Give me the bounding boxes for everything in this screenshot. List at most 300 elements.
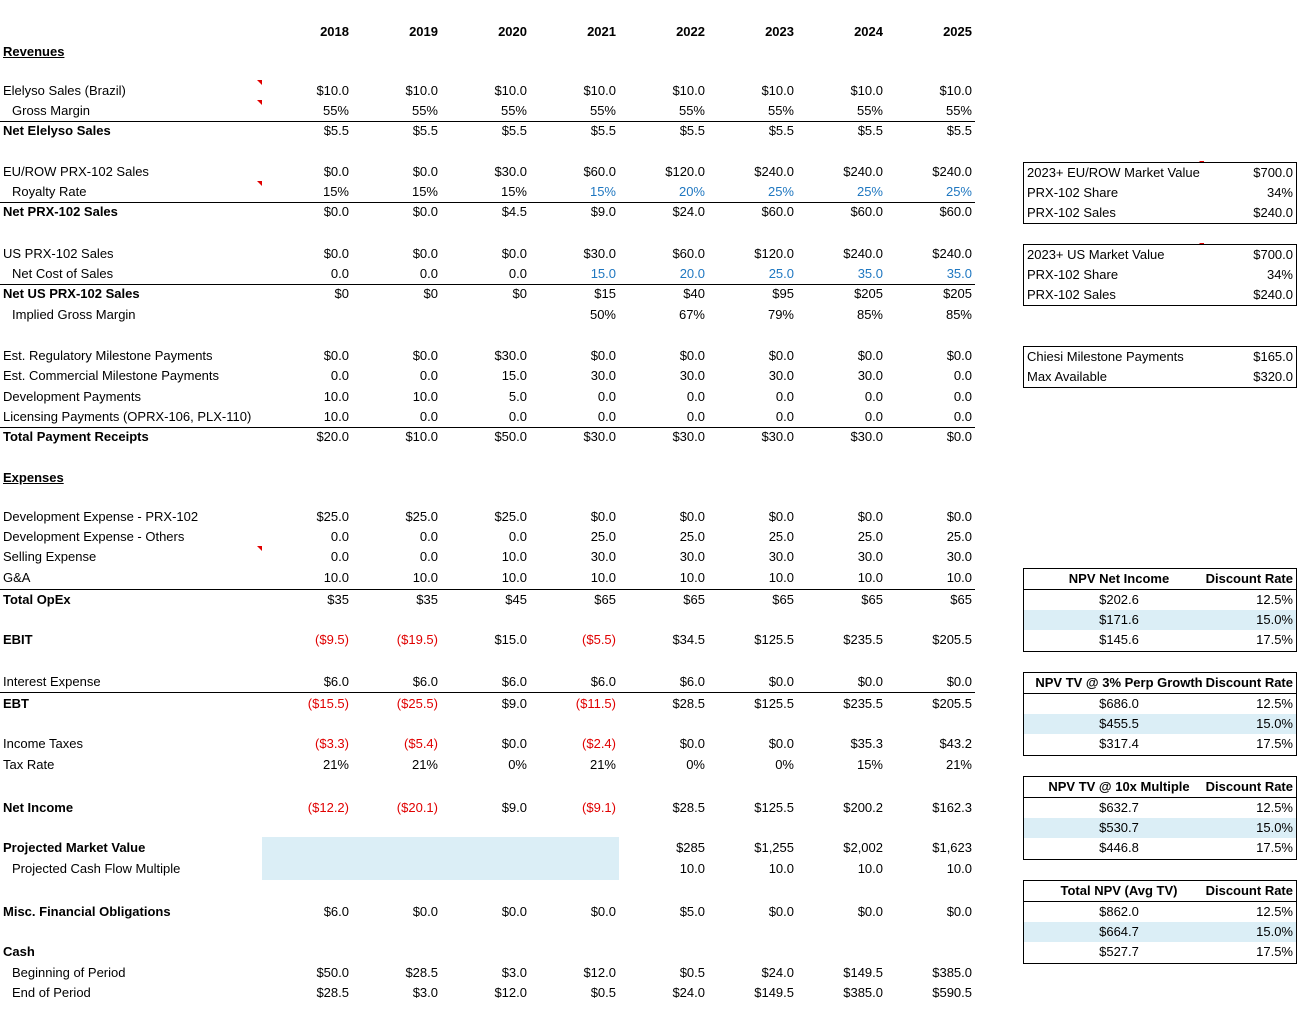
cell[interactable]: $5.5 — [501, 123, 527, 138]
discount-rate-header[interactable]: Discount Rate — [1205, 571, 1293, 586]
cell[interactable]: $60.0 — [761, 204, 794, 219]
cell[interactable]: $9.0 — [501, 800, 527, 815]
cell[interactable]: $10.0 — [761, 83, 794, 98]
discount-rate[interactable]: 15.0% — [1256, 716, 1293, 731]
cell[interactable]: $30.0 — [672, 429, 705, 444]
row-label[interactable]: Total OpEx — [3, 592, 71, 607]
box-label[interactable]: PRX-102 Sales — [1027, 287, 1116, 302]
cell[interactable]: $0.0 — [412, 204, 438, 219]
row-label[interactable]: Income Taxes — [3, 736, 83, 751]
row-label[interactable]: Est. Commercial Milestone Payments — [3, 368, 220, 383]
cell[interactable]: 10.0 — [412, 389, 438, 404]
cell[interactable]: 15% — [589, 184, 616, 199]
box-value[interactable]: 34% — [1266, 267, 1293, 282]
discount-rate-header[interactable]: Discount Rate — [1205, 675, 1293, 690]
cell[interactable]: $0.0 — [857, 509, 883, 524]
cell[interactable]: $200.2 — [843, 800, 883, 815]
comment-marker-icon[interactable] — [257, 100, 262, 105]
year-header[interactable]: 2020 — [498, 24, 527, 39]
section-expenses[interactable]: Expenses — [3, 470, 64, 485]
cell[interactable]: 30.0 — [590, 549, 616, 564]
cell[interactable]: $45 — [505, 592, 527, 607]
cell[interactable]: 10.0 — [679, 861, 705, 876]
discount-rate-header[interactable]: Discount Rate — [1205, 883, 1293, 898]
cell[interactable]: $0 — [423, 286, 438, 301]
cell[interactable]: ($12.2) — [307, 800, 349, 815]
cell[interactable]: $24.0 — [672, 985, 705, 1000]
box-value[interactable]: $240.0 — [1253, 205, 1293, 220]
npv-value[interactable]: $145.6 — [1099, 632, 1139, 647]
cell[interactable]: $5.5 — [946, 123, 972, 138]
cell[interactable]: $0 — [512, 286, 527, 301]
row-label[interactable]: Misc. Financial Obligations — [3, 904, 171, 919]
cell[interactable]: 0.0 — [864, 389, 883, 404]
npv-value[interactable]: $446.8 — [1099, 840, 1139, 855]
cell[interactable]: ($15.5) — [307, 696, 349, 711]
cell[interactable]: $35 — [416, 592, 438, 607]
cell[interactable]: 30.0 — [857, 368, 883, 383]
cell[interactable]: 30.0 — [857, 549, 883, 564]
cell[interactable]: $1,255 — [754, 840, 794, 855]
cell[interactable]: 15.0 — [590, 266, 616, 281]
cell[interactable]: $30.0 — [583, 429, 616, 444]
discount-rate[interactable]: 12.5% — [1256, 592, 1293, 607]
cell[interactable]: 25% — [856, 184, 883, 199]
year-header[interactable]: 2018 — [320, 24, 349, 39]
discount-rate[interactable]: 17.5% — [1256, 736, 1293, 751]
cell[interactable]: 0% — [775, 757, 794, 772]
cell[interactable]: $6.0 — [323, 904, 349, 919]
cell[interactable]: $0.0 — [679, 509, 705, 524]
cell[interactable]: 0.0 — [686, 409, 705, 424]
cell[interactable]: $95 — [772, 286, 794, 301]
npv-title[interactable]: Total NPV (Avg TV) — [1060, 883, 1178, 898]
cell[interactable]: 0.0 — [864, 409, 883, 424]
cell[interactable]: 0.0 — [953, 409, 972, 424]
cell[interactable]: $0.0 — [946, 674, 972, 689]
cell[interactable]: 0.0 — [508, 266, 527, 281]
cell[interactable]: $0.0 — [768, 904, 794, 919]
cell[interactable]: 25.0 — [946, 529, 972, 544]
cell[interactable]: $10.0 — [672, 83, 705, 98]
row-label[interactable]: Development Payments — [3, 389, 142, 404]
cell[interactable]: 25.0 — [768, 529, 794, 544]
row-label[interactable]: Selling Expense — [3, 549, 97, 564]
box-label[interactable]: PRX-102 Sales — [1027, 205, 1116, 220]
cell[interactable]: $125.5 — [754, 800, 794, 815]
cell[interactable]: $285 — [676, 840, 705, 855]
cell[interactable]: 85% — [856, 307, 883, 322]
cell[interactable]: $240.0 — [843, 246, 883, 261]
cell[interactable]: 20% — [678, 184, 705, 199]
cell[interactable]: 0.0 — [419, 549, 438, 564]
cell[interactable]: 30.0 — [590, 368, 616, 383]
cell[interactable]: 15.0 — [501, 368, 527, 383]
cell[interactable]: 30.0 — [679, 368, 705, 383]
npv-value[interactable]: $455.5 — [1099, 716, 1139, 731]
box-value[interactable]: $700.0 — [1253, 247, 1293, 262]
row-label[interactable]: US PRX-102 Sales — [3, 246, 114, 261]
cell[interactable]: 25.0 — [590, 529, 616, 544]
cell[interactable]: 55% — [589, 103, 616, 118]
cell[interactable]: 0.0 — [597, 389, 616, 404]
cell[interactable]: $60.0 — [583, 164, 616, 179]
cell[interactable]: $5.5 — [679, 123, 705, 138]
cell[interactable]: $28.5 — [316, 985, 349, 1000]
row-label[interactable]: EBT — [3, 696, 29, 711]
cell[interactable]: 15% — [411, 184, 438, 199]
cell[interactable]: 0% — [508, 757, 527, 772]
box-value[interactable]: 34% — [1266, 185, 1293, 200]
cell[interactable]: $0.0 — [501, 736, 527, 751]
cell[interactable]: $65 — [950, 592, 972, 607]
cell[interactable]: $25.0 — [316, 509, 349, 524]
comment-marker-icon[interactable] — [257, 80, 262, 85]
cell[interactable]: $0.0 — [323, 164, 349, 179]
cell[interactable]: 35.0 — [946, 266, 972, 281]
row-label[interactable]: Development Expense - Others — [3, 529, 185, 544]
comment-marker-icon[interactable] — [257, 181, 262, 186]
row-label[interactable]: Projected Market Value — [3, 840, 146, 855]
cell[interactable]: 0.0 — [508, 529, 527, 544]
cell[interactable]: 10.0 — [679, 570, 705, 585]
cell[interactable]: $5.5 — [590, 123, 616, 138]
discount-rate[interactable]: 17.5% — [1256, 944, 1293, 959]
cell[interactable]: 85% — [945, 307, 972, 322]
cell[interactable]: $0.0 — [323, 204, 349, 219]
cell[interactable]: $0.0 — [857, 348, 883, 363]
cell[interactable]: $240.0 — [932, 246, 972, 261]
npv-value[interactable]: $632.7 — [1099, 800, 1139, 815]
cell[interactable]: ($5.4) — [404, 736, 438, 751]
cell[interactable]: $0.0 — [323, 348, 349, 363]
cell[interactable]: $10.0 — [316, 83, 349, 98]
cell[interactable]: 35.0 — [857, 266, 883, 281]
cell[interactable]: $1,623 — [932, 840, 972, 855]
cell[interactable]: 10.0 — [501, 570, 527, 585]
cell[interactable]: 10.0 — [412, 570, 438, 585]
cell[interactable]: 21% — [411, 757, 438, 772]
cell[interactable]: $3.0 — [501, 965, 527, 980]
cell[interactable]: 10.0 — [857, 570, 883, 585]
cell[interactable]: $120.0 — [754, 246, 794, 261]
cell[interactable]: 0.0 — [686, 389, 705, 404]
cell[interactable]: ($5.5) — [582, 632, 616, 647]
row-label[interactable]: Gross Margin — [12, 103, 91, 118]
cell[interactable]: 0.0 — [953, 389, 972, 404]
row-label[interactable]: Cash — [3, 944, 35, 959]
year-header[interactable]: 2019 — [409, 24, 438, 39]
cell[interactable]: $0.0 — [679, 736, 705, 751]
cell[interactable]: $30.0 — [494, 164, 527, 179]
row-label[interactable]: Projected Cash Flow Multiple — [12, 861, 181, 876]
cell[interactable]: $15.0 — [494, 632, 527, 647]
cell[interactable]: 0.0 — [330, 266, 349, 281]
cell[interactable]: $0.0 — [857, 904, 883, 919]
cell[interactable]: $3.0 — [412, 985, 438, 1000]
cell[interactable]: 25.0 — [857, 529, 883, 544]
box-label[interactable]: 2023+ EU/ROW Market Value — [1027, 165, 1200, 180]
cell[interactable]: $43.2 — [939, 736, 972, 751]
cell[interactable]: $125.5 — [754, 632, 794, 647]
row-label[interactable]: Net Income — [3, 800, 74, 815]
npv-value[interactable]: $530.7 — [1099, 820, 1139, 835]
cell[interactable]: 0.0 — [330, 549, 349, 564]
cell[interactable]: $10.0 — [405, 83, 438, 98]
cell[interactable]: 55% — [767, 103, 794, 118]
cell[interactable]: $162.3 — [932, 800, 972, 815]
cell[interactable]: $10.0 — [939, 83, 972, 98]
cell[interactable]: 25% — [767, 184, 794, 199]
cell[interactable]: $12.0 — [583, 965, 616, 980]
cell[interactable]: $0.5 — [679, 965, 705, 980]
cell[interactable]: $6.0 — [323, 674, 349, 689]
cell[interactable]: $205.5 — [932, 696, 972, 711]
cell[interactable]: $4.5 — [501, 204, 527, 219]
cell[interactable]: $205 — [943, 286, 972, 301]
cell[interactable]: $6.0 — [501, 674, 527, 689]
discount-rate[interactable]: 17.5% — [1256, 840, 1293, 855]
row-label[interactable]: Interest Expense — [3, 674, 101, 689]
cell[interactable]: 10.0 — [323, 570, 349, 585]
cell[interactable]: $5.5 — [857, 123, 883, 138]
cell[interactable]: 55% — [678, 103, 705, 118]
cell[interactable]: $385.0 — [932, 965, 972, 980]
cell[interactable]: $65 — [594, 592, 616, 607]
cell[interactable]: $60.0 — [850, 204, 883, 219]
cell[interactable]: $0.0 — [768, 674, 794, 689]
year-header[interactable]: 2021 — [587, 24, 616, 39]
cell[interactable]: $149.5 — [843, 965, 883, 980]
cell[interactable]: 21% — [945, 757, 972, 772]
cell[interactable]: ($9.1) — [582, 800, 616, 815]
cell[interactable]: 0.0 — [953, 368, 972, 383]
cell[interactable]: 10.0 — [323, 389, 349, 404]
cell[interactable]: $0.0 — [412, 246, 438, 261]
discount-rate-header[interactable]: Discount Rate — [1205, 779, 1293, 794]
row-label[interactable]: EBIT — [3, 632, 33, 647]
cell[interactable]: $30.0 — [494, 348, 527, 363]
cell[interactable]: $9.0 — [501, 696, 527, 711]
cell[interactable]: 25.0 — [679, 529, 705, 544]
cell[interactable]: $0.0 — [768, 348, 794, 363]
cell[interactable]: $0.0 — [768, 509, 794, 524]
cell[interactable]: $0.5 — [590, 985, 616, 1000]
cell[interactable]: $5.5 — [768, 123, 794, 138]
cell[interactable]: $0.0 — [590, 348, 616, 363]
cell[interactable]: $0.0 — [857, 674, 883, 689]
cell[interactable]: $35 — [327, 592, 349, 607]
cell[interactable]: 10.0 — [857, 861, 883, 876]
npv-title[interactable]: NPV Net Income — [1068, 571, 1170, 586]
cell[interactable]: 50% — [589, 307, 616, 322]
year-header[interactable]: 2022 — [676, 24, 705, 39]
discount-rate[interactable]: 12.5% — [1256, 696, 1293, 711]
cell[interactable]: $30.0 — [583, 246, 616, 261]
cell[interactable]: 15% — [856, 757, 883, 772]
cell[interactable]: $65 — [772, 592, 794, 607]
cell[interactable]: 55% — [322, 103, 349, 118]
cell[interactable]: 55% — [500, 103, 527, 118]
cell[interactable]: $34.5 — [672, 632, 705, 647]
cell[interactable]: $30.0 — [850, 429, 883, 444]
cell[interactable]: 0.0 — [419, 266, 438, 281]
cell[interactable]: 0.0 — [419, 409, 438, 424]
cell[interactable]: 10.0 — [946, 861, 972, 876]
cell[interactable]: $0.0 — [323, 246, 349, 261]
cell[interactable]: $205.5 — [932, 632, 972, 647]
cell[interactable]: ($2.4) — [582, 736, 616, 751]
npv-value[interactable]: $171.6 — [1099, 612, 1139, 627]
cell[interactable]: 30.0 — [768, 549, 794, 564]
row-label[interactable]: G&A — [3, 570, 31, 585]
cell[interactable]: $0.0 — [946, 509, 972, 524]
discount-rate[interactable]: 15.0% — [1256, 924, 1293, 939]
cell[interactable]: $590.5 — [932, 985, 972, 1000]
cell[interactable]: 10.0 — [590, 570, 616, 585]
cell[interactable]: $10.0 — [583, 83, 616, 98]
year-header[interactable]: 2024 — [854, 24, 883, 39]
box-value[interactable]: $320.0 — [1253, 369, 1293, 384]
cell[interactable]: $20.0 — [316, 429, 349, 444]
cell[interactable]: $0.0 — [412, 904, 438, 919]
npv-value[interactable]: $686.0 — [1099, 696, 1139, 711]
cell[interactable]: 0.0 — [330, 529, 349, 544]
cell[interactable]: $205 — [854, 286, 883, 301]
cell[interactable]: 15% — [322, 184, 349, 199]
cell[interactable]: ($25.5) — [396, 696, 438, 711]
row-label[interactable]: EU/ROW PRX-102 Sales — [3, 164, 149, 179]
cell[interactable]: $0.0 — [946, 904, 972, 919]
cell[interactable]: $35.3 — [850, 736, 883, 751]
cell[interactable]: 79% — [767, 307, 794, 322]
cell[interactable]: 0.0 — [597, 409, 616, 424]
cell[interactable]: 0.0 — [508, 409, 527, 424]
cell[interactable]: $0.0 — [768, 736, 794, 751]
cell[interactable]: $6.0 — [590, 674, 616, 689]
cell[interactable]: $125.5 — [754, 696, 794, 711]
cell[interactable]: $5.0 — [679, 904, 705, 919]
cell[interactable]: $0.0 — [590, 904, 616, 919]
cell[interactable]: ($3.3) — [315, 736, 349, 751]
cell[interactable]: $0.0 — [946, 348, 972, 363]
cell[interactable]: $2,002 — [843, 840, 883, 855]
discount-rate[interactable]: 15.0% — [1256, 612, 1293, 627]
row-label[interactable]: End of Period — [12, 985, 91, 1000]
cell[interactable]: $25.0 — [494, 509, 527, 524]
discount-rate[interactable]: 17.5% — [1256, 632, 1293, 647]
cell[interactable]: $0.0 — [679, 348, 705, 363]
cell[interactable]: $5.5 — [412, 123, 438, 138]
cell[interactable]: $15 — [594, 286, 616, 301]
cell[interactable]: $50.0 — [494, 429, 527, 444]
cell[interactable]: $0.0 — [590, 509, 616, 524]
cell[interactable]: $28.5 — [672, 800, 705, 815]
section-revenues[interactable]: Revenues — [3, 44, 65, 59]
box-value[interactable]: $165.0 — [1253, 349, 1293, 364]
cell[interactable]: $0.0 — [412, 164, 438, 179]
year-header[interactable]: 2023 — [765, 24, 794, 39]
cell[interactable]: 5.0 — [508, 389, 527, 404]
box-label[interactable]: 2023+ US Market Value — [1027, 247, 1165, 262]
cell[interactable]: $25.0 — [405, 509, 438, 524]
cell[interactable]: $0.0 — [501, 246, 527, 261]
row-label[interactable]: Elelyso Sales (Brazil) — [3, 83, 126, 98]
npv-title[interactable]: NPV TV @ 10x Multiple — [1048, 779, 1190, 794]
cell[interactable]: 10.0 — [768, 570, 794, 585]
row-label[interactable]: Development Expense - PRX-102 — [3, 509, 199, 524]
cell[interactable]: $24.0 — [761, 965, 794, 980]
cell[interactable]: 30.0 — [946, 549, 972, 564]
cell[interactable]: $65 — [861, 592, 883, 607]
box-label[interactable]: Chiesi Milestone Payments — [1027, 349, 1184, 364]
cell[interactable]: $60.0 — [939, 204, 972, 219]
cell[interactable]: ($19.5) — [396, 632, 438, 647]
cell[interactable]: $240.0 — [932, 164, 972, 179]
cell[interactable]: 25.0 — [768, 266, 794, 281]
cell[interactable]: $50.0 — [316, 965, 349, 980]
cell[interactable]: $12.0 — [494, 985, 527, 1000]
cell[interactable]: ($20.1) — [396, 800, 438, 815]
cell[interactable]: $65 — [683, 592, 705, 607]
cell[interactable]: $240.0 — [843, 164, 883, 179]
cell[interactable]: 15% — [500, 184, 527, 199]
box-label[interactable]: PRX-102 Share — [1027, 267, 1119, 282]
cell[interactable]: 30.0 — [768, 368, 794, 383]
cell[interactable]: 10.0 — [768, 861, 794, 876]
row-label[interactable]: Net PRX-102 Sales — [3, 204, 118, 219]
row-label[interactable]: Licensing Payments (OPRX-106, PLX-110) — [3, 409, 252, 424]
cell[interactable]: $5.5 — [323, 123, 349, 138]
cell[interactable]: ($9.5) — [315, 632, 349, 647]
cell[interactable]: $0.0 — [501, 904, 527, 919]
discount-rate[interactable]: 12.5% — [1256, 904, 1293, 919]
row-label[interactable]: Net Cost of Sales — [12, 266, 114, 281]
row-label[interactable]: Royalty Rate — [12, 184, 87, 199]
cell[interactable]: 10.0 — [946, 570, 972, 585]
npv-value[interactable]: $317.4 — [1099, 736, 1139, 751]
cell[interactable]: $9.0 — [590, 204, 616, 219]
cell[interactable]: $10.0 — [494, 83, 527, 98]
row-label[interactable]: Est. Regulatory Milestone Payments — [3, 348, 213, 363]
cell[interactable]: $40 — [683, 286, 705, 301]
cell[interactable]: 55% — [856, 103, 883, 118]
row-label[interactable]: Net US PRX-102 Sales — [3, 286, 140, 301]
cell[interactable]: $240.0 — [754, 164, 794, 179]
cell[interactable]: 10.0 — [323, 409, 349, 424]
box-value[interactable]: $240.0 — [1253, 287, 1293, 302]
cell[interactable]: $0.0 — [946, 429, 972, 444]
cell[interactable]: 0.0 — [330, 368, 349, 383]
input-shaded-range[interactable] — [262, 837, 619, 880]
cell[interactable]: 0.0 — [419, 529, 438, 544]
cell[interactable]: $385.0 — [843, 985, 883, 1000]
cell[interactable]: 55% — [945, 103, 972, 118]
cell[interactable]: 21% — [589, 757, 616, 772]
row-label[interactable]: Net Elelyso Sales — [3, 123, 111, 138]
cell[interactable]: $6.0 — [412, 674, 438, 689]
cell[interactable]: 0% — [686, 757, 705, 772]
cell[interactable]: $235.5 — [843, 696, 883, 711]
cell[interactable]: $120.0 — [665, 164, 705, 179]
cell[interactable]: $6.0 — [679, 674, 705, 689]
discount-rate[interactable]: 12.5% — [1256, 800, 1293, 815]
cell[interactable]: $60.0 — [672, 246, 705, 261]
row-label[interactable]: Implied Gross Margin — [12, 307, 136, 322]
box-label[interactable]: PRX-102 Share — [1027, 185, 1119, 200]
npv-value[interactable]: $202.6 — [1099, 592, 1139, 607]
cell[interactable]: $28.5 — [405, 965, 438, 980]
